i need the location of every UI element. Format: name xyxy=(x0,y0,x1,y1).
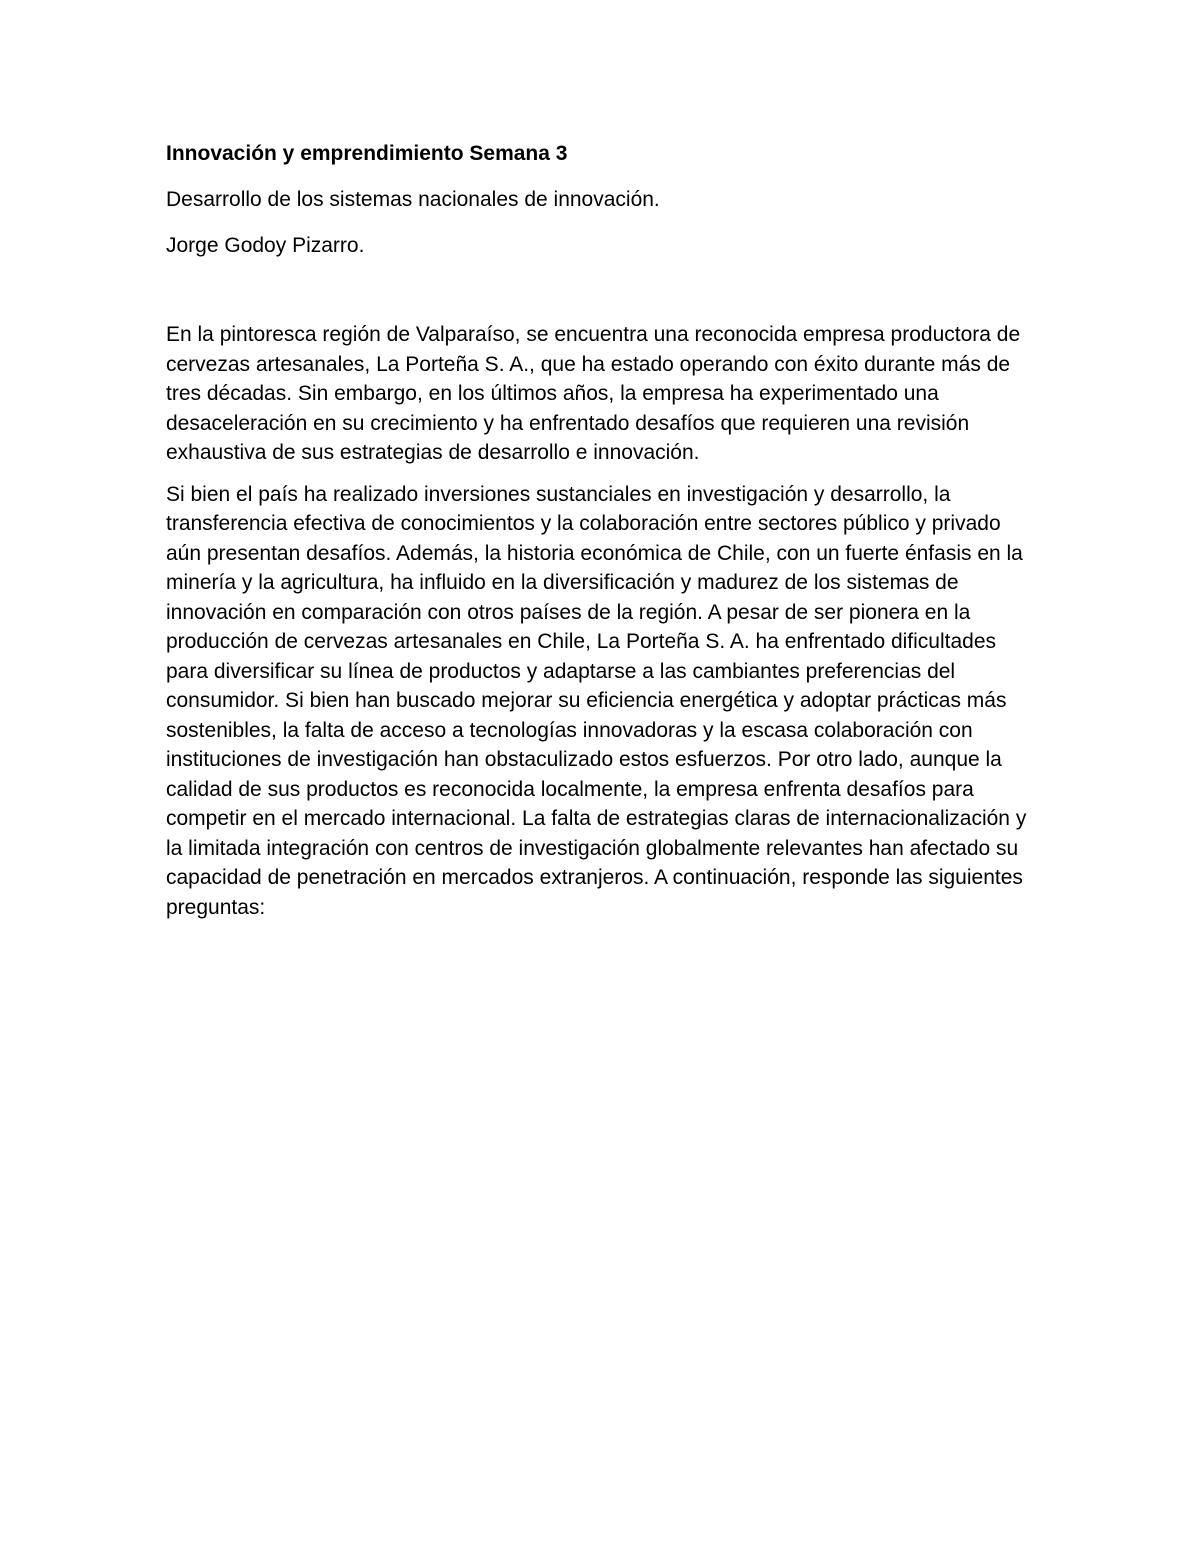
document-title: Innovación y emprendimiento Semana 3 xyxy=(166,142,568,165)
paragraph-intro: En la pintoresca región de Valparaíso, se encuentra una reconocida empresa productora de cervezas artesanales, La Porteña S. A., que ha estado operando con éxito durante más de tres décadas. Sin embargo, en los últimos años, la empresa ha experimentado una desaceleración en su crecimiento y ha enfrentado desafíos que requieren una revisión exhaustiva de sus estrategias de desarrollo e innovación. xyxy=(166,323,1021,464)
document-body xyxy=(166,136,1036,934)
blank-line xyxy=(166,264,1036,320)
document-author: Jorge Godoy Pizarro. xyxy=(166,234,365,257)
paragraph-context: Si bien el país ha realizado inversiones sustanciales en investigación y desarrollo, la transferencia efectiva de conocimientos y la colaboración entre sectores público y privado aún presentan desafíos. Además, la historia económica de Chile, con un fuerte énfasis en la minería y la agricultura, ha influido en la diversificación y madurez de los sistemas de innovación en comparación con otros países de la región. A pesar de ser pionera en la producción de cervezas artesanales en Chile, La Porteña S. A. ha enfrentado dificultades para diversificar su línea de productos y adaptarse a las cambiantes preferencias del consumidor. Si bien han buscado mejorar su eficiencia energética y adoptar prácticas más sostenibles, la falta de acceso a tecnologías innovadoras y la escasa colaboración con instituciones de investigación han obstaculizado estos esfuerzos. Por otro lado, aunque la calidad de sus productos es reconocida localmente, la empresa enfrenta desafíos para competir en el mercado internacional. La falta de estrategias claras de internacionalización y la limitada integración con centros de investigación globalmente relevantes han afectado su capacidad de penetración en mercados extranjeros. A continuación, responde las siguientes preguntas: xyxy=(166,482,1027,919)
document-subtitle: Desarrollo de los sistemas nacionales de innovación. xyxy=(166,188,660,211)
